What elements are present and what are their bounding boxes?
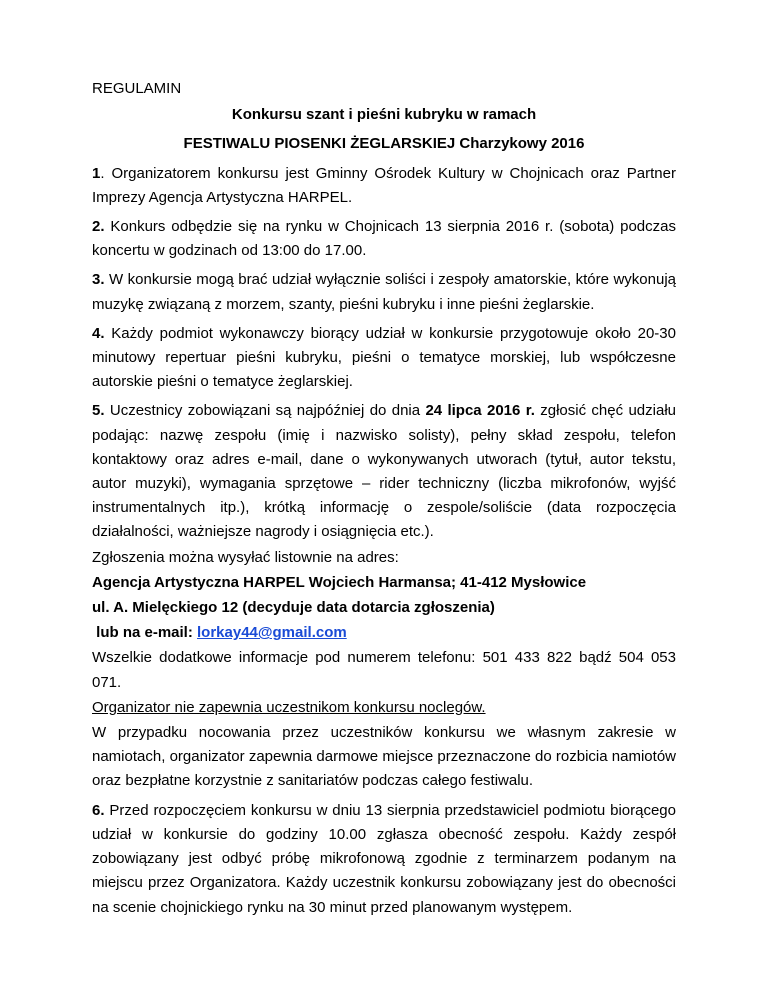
no-lodging-note: Organizator nie zapewnia uczestnikom konkursu noclegów. (92, 698, 486, 716)
paragraph-5-text-b: zgłosić chęć udziału podając: nazwę zespołu (imię i nazwisko solisty), pełny skład zespołu, telefon kontaktowy oraz adres e-mail, dane o wykonywanych utworach (tytuł, autor tekstu, autor muzyki), wymagania sprzętowe – rider techniczny (liczba mikrofonów, wyjść instrumentalnych itp.), krótką informację o zespole/soliście (data rozpoczęcia działalności, ważniejsze nagrody i osiągnięcia etc.). (92, 402, 676, 541)
paragraph-2-text: Konkurs odbędzie się na rynku w Chojnicach 13 sierpnia 2016 r. (sobota) podczas koncertu w godzinach od 13:00 do 17.00. (92, 218, 676, 260)
paragraph-1-number: 1 (92, 164, 101, 182)
paragraph-5 (92, 399, 676, 544)
paragraph-3-text: W konkursie mogą brać udział wyłącznie soliści i zespoły amatorskie, które wykonują muzykę związaną z morzem, szanty, pieśni kubryku i inne pieśni żeglarskie. (92, 271, 676, 313)
paragraph-4 (92, 322, 676, 395)
title-line-1: Konkursu szant i pieśni kubryku w ramach (231, 106, 537, 124)
paragraph-5-number: 5. (92, 402, 105, 420)
address-line-2: ul. A. Mielęckiego 12 (decyduje data dotarcia zgłoszenia) (92, 599, 495, 617)
paragraph-2-number: 2. (92, 218, 105, 236)
submit-line: Zgłoszenia można wysyłać listownie na adres: (92, 548, 399, 566)
paragraph-3 (92, 268, 676, 316)
email-link[interactable]: lorkay44@gmail.com (197, 624, 347, 642)
paragraph-6-number: 6. (92, 801, 105, 819)
paragraph-3-number: 3. (92, 271, 105, 289)
document-page (92, 77, 676, 920)
email-line (92, 621, 676, 645)
paragraph-5-deadline: 24 lipca 2016 r. (425, 402, 535, 420)
phone-line: Wszelkie dodatkowe informacje pod numerem telefonu: 501 433 822 bądź 504 053 071. (92, 649, 676, 691)
email-prefix: lub na e-mail: (92, 624, 198, 642)
paragraph-4-text: Każdy podmiot wykonawczy biorący udział w konkursie przygotowuje około 20-30 minutowy repertuar pieśni kubryku, pieśni o tematyce morskiej, lub współczesne autorskie pieśni o tematyce żeglarskiej. (92, 324, 676, 391)
paragraph-6 (92, 799, 676, 920)
paragraph-4-number: 4. (92, 324, 105, 342)
paragraph-1-text: . Organizatorem konkursu jest Gminny Ośrodek Kultury w Chojnicach oraz Partner Imprezy Agencja Artystyczna HARPEL. (92, 164, 676, 206)
camping-note: W przypadku nocowania przez uczestników konkursu we własnym zakresie w namiotach, organizator zapewnia darmowe miejsce przeznaczone do rozbicia namiotów oraz bezpłatne korzystnie z sanitariatów podczas całego festiwalu. (92, 724, 676, 790)
paragraph-2 (92, 215, 676, 263)
address-line-1: Agencja Artystyczna HARPEL Wojciech Harmansa; 41-412 Mysłowice (92, 573, 587, 591)
paragraph-1 (92, 162, 676, 210)
paragraph-6-text: Przed rozpoczęciem konkursu w dniu 13 sierpnia przedstawiciel podmiotu biorącego udział w konkursie do godziny 10.00 zgłasza obecność zespołu. Każdy zespół zobowiązany jest odbyć próbę mikrofonową zgodnie z terminarzem podanym na miejscu przez Organizatora. Każdy uczestnik konkursu zobowiązany jest do obecności na scenie chojnickiego rynku na 30 minut przed planowanym występem. (92, 801, 676, 916)
heading: REGULAMIN (92, 80, 182, 97)
paragraph-5-text-a: Uczestnicy zobowiązani są najpóźniej do dnia (104, 402, 426, 420)
title-line-2: FESTIWALU PIOSENKI ŻEGLARSKIEJ Charzykowy 2016 (183, 135, 585, 153)
